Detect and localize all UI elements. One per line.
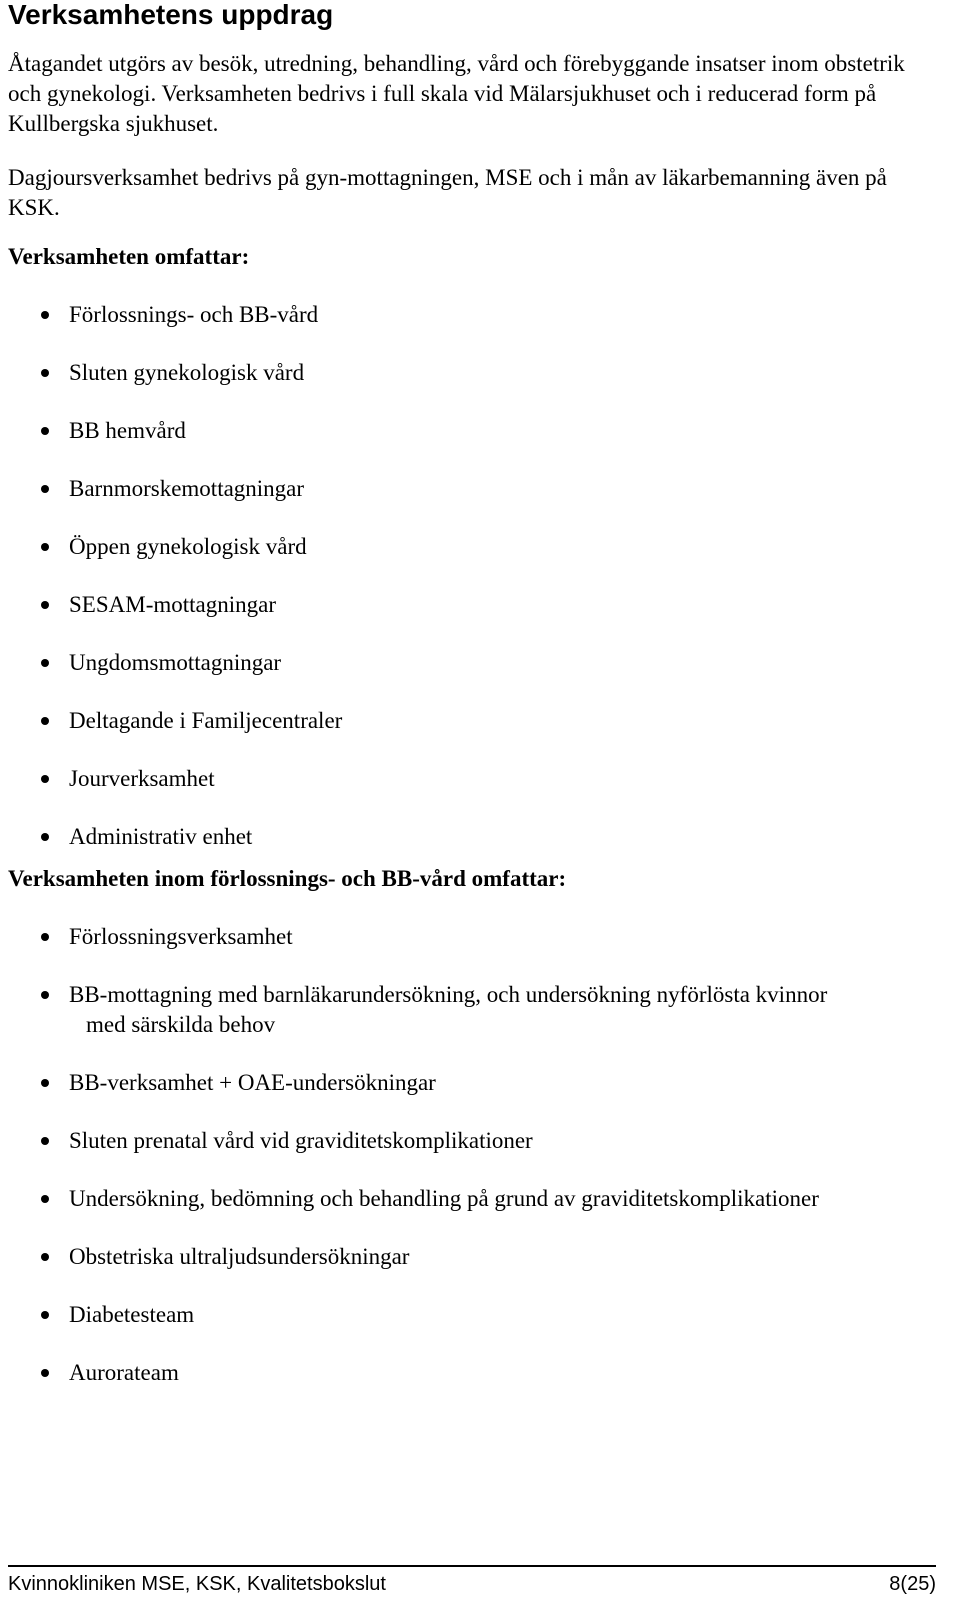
bullet-icon xyxy=(41,833,49,841)
list-item xyxy=(8,1242,938,1272)
footer-page-number: 8(25) xyxy=(889,1573,936,1595)
list-item xyxy=(8,1068,938,1098)
list-item xyxy=(8,416,938,446)
section-heading-scope: Verksamheten omfattar: xyxy=(8,244,250,269)
bullet-icon xyxy=(41,1369,49,1377)
bullet-icon xyxy=(41,933,49,941)
bullet-icon xyxy=(41,1253,49,1261)
list-item xyxy=(8,1184,938,1214)
list-item-text: Jourverksamhet xyxy=(69,766,215,791)
list-item-text: Sluten prenatal vård vid graviditetskomplikationer xyxy=(69,1128,533,1153)
bullet-icon xyxy=(41,1079,49,1087)
list-item-text: SESAM-mottagningar xyxy=(69,592,276,617)
list-item xyxy=(8,922,938,952)
bullet-icon xyxy=(41,991,49,999)
list-item xyxy=(8,1358,938,1388)
maternity-list xyxy=(8,922,938,1388)
document-page xyxy=(8,0,938,1416)
list-item-text: Öppen gynekologisk vård xyxy=(69,534,307,559)
list-item xyxy=(8,648,938,678)
list-item-text: BB-verksamhet + OAE-undersökningar xyxy=(69,1070,436,1095)
list-item-text: Diabetesteam xyxy=(69,1302,195,1327)
list-item xyxy=(8,1126,938,1156)
bullet-icon xyxy=(41,311,49,319)
list-item-text: Sluten gynekologisk vård xyxy=(69,360,305,385)
bullet-icon xyxy=(41,369,49,377)
bullet-icon xyxy=(41,659,49,667)
footer-document-title: Kvinnokliniken MSE, KSK, Kvalitetsbokslut xyxy=(8,1573,386,1595)
intro-paragraph-2: Dagjoursverksamhet bedrivs på gyn-mottagningen, MSE och i mån av läkarbemanning även på KSK. xyxy=(8,165,887,220)
list-item xyxy=(8,1300,938,1330)
list-item-continuation: med särskilda behov xyxy=(86,1012,276,1037)
list-item-text: Barnmorskemottagningar xyxy=(69,476,305,501)
list-item xyxy=(8,980,938,1040)
list-item xyxy=(8,764,938,794)
list-item-text: Obstetriska ultraljudsundersökningar xyxy=(69,1244,410,1269)
page-footer xyxy=(8,1565,936,1595)
bullet-icon xyxy=(41,601,49,609)
bullet-icon xyxy=(41,427,49,435)
list-item-text: BB-mottagning med barnläkarundersökning, och undersökning nyförlösta kvinnor xyxy=(69,982,828,1007)
list-item xyxy=(8,300,938,330)
list-item-text: Förlossnings- och BB-vård xyxy=(69,302,319,327)
page-title: Verksamhetens uppdrag xyxy=(8,0,334,30)
list-item xyxy=(8,822,938,852)
list-item-text: Deltagande i Familjecentraler xyxy=(69,708,343,733)
list-item-text: Aurorateam xyxy=(69,1360,179,1385)
section-heading-maternity: Verksamheten inom förlossnings- och BB-vård omfattar: xyxy=(8,866,567,891)
scope-list xyxy=(8,300,938,852)
list-item-text: Förlossningsverksamhet xyxy=(69,924,293,949)
bullet-icon xyxy=(41,543,49,551)
list-item xyxy=(8,358,938,388)
bullet-icon xyxy=(41,775,49,783)
list-item-text: BB hemvård xyxy=(69,418,186,443)
list-item xyxy=(8,590,938,620)
bullet-icon xyxy=(41,485,49,493)
bullet-icon xyxy=(41,1195,49,1203)
intro-paragraph-1: Åtagandet utgörs av besök, utredning, behandling, vård och förebyggande insatser inom obstetrik och gynekologi. Verksamheten bedrivs i full skala vid Mälarsjukhuset och i reducerad form på Kullbergska sjukhuset. xyxy=(8,51,905,136)
bullet-icon xyxy=(41,717,49,725)
list-item xyxy=(8,474,938,504)
list-item-text: Undersökning, bedömning och behandling på grund av graviditetskomplikationer xyxy=(69,1186,819,1211)
bullet-icon xyxy=(41,1137,49,1145)
list-item xyxy=(8,532,938,562)
bullet-icon xyxy=(41,1311,49,1319)
list-item xyxy=(8,706,938,736)
list-item-text: Administrativ enhet xyxy=(69,824,253,849)
list-item-text: Ungdomsmottagningar xyxy=(69,650,282,675)
